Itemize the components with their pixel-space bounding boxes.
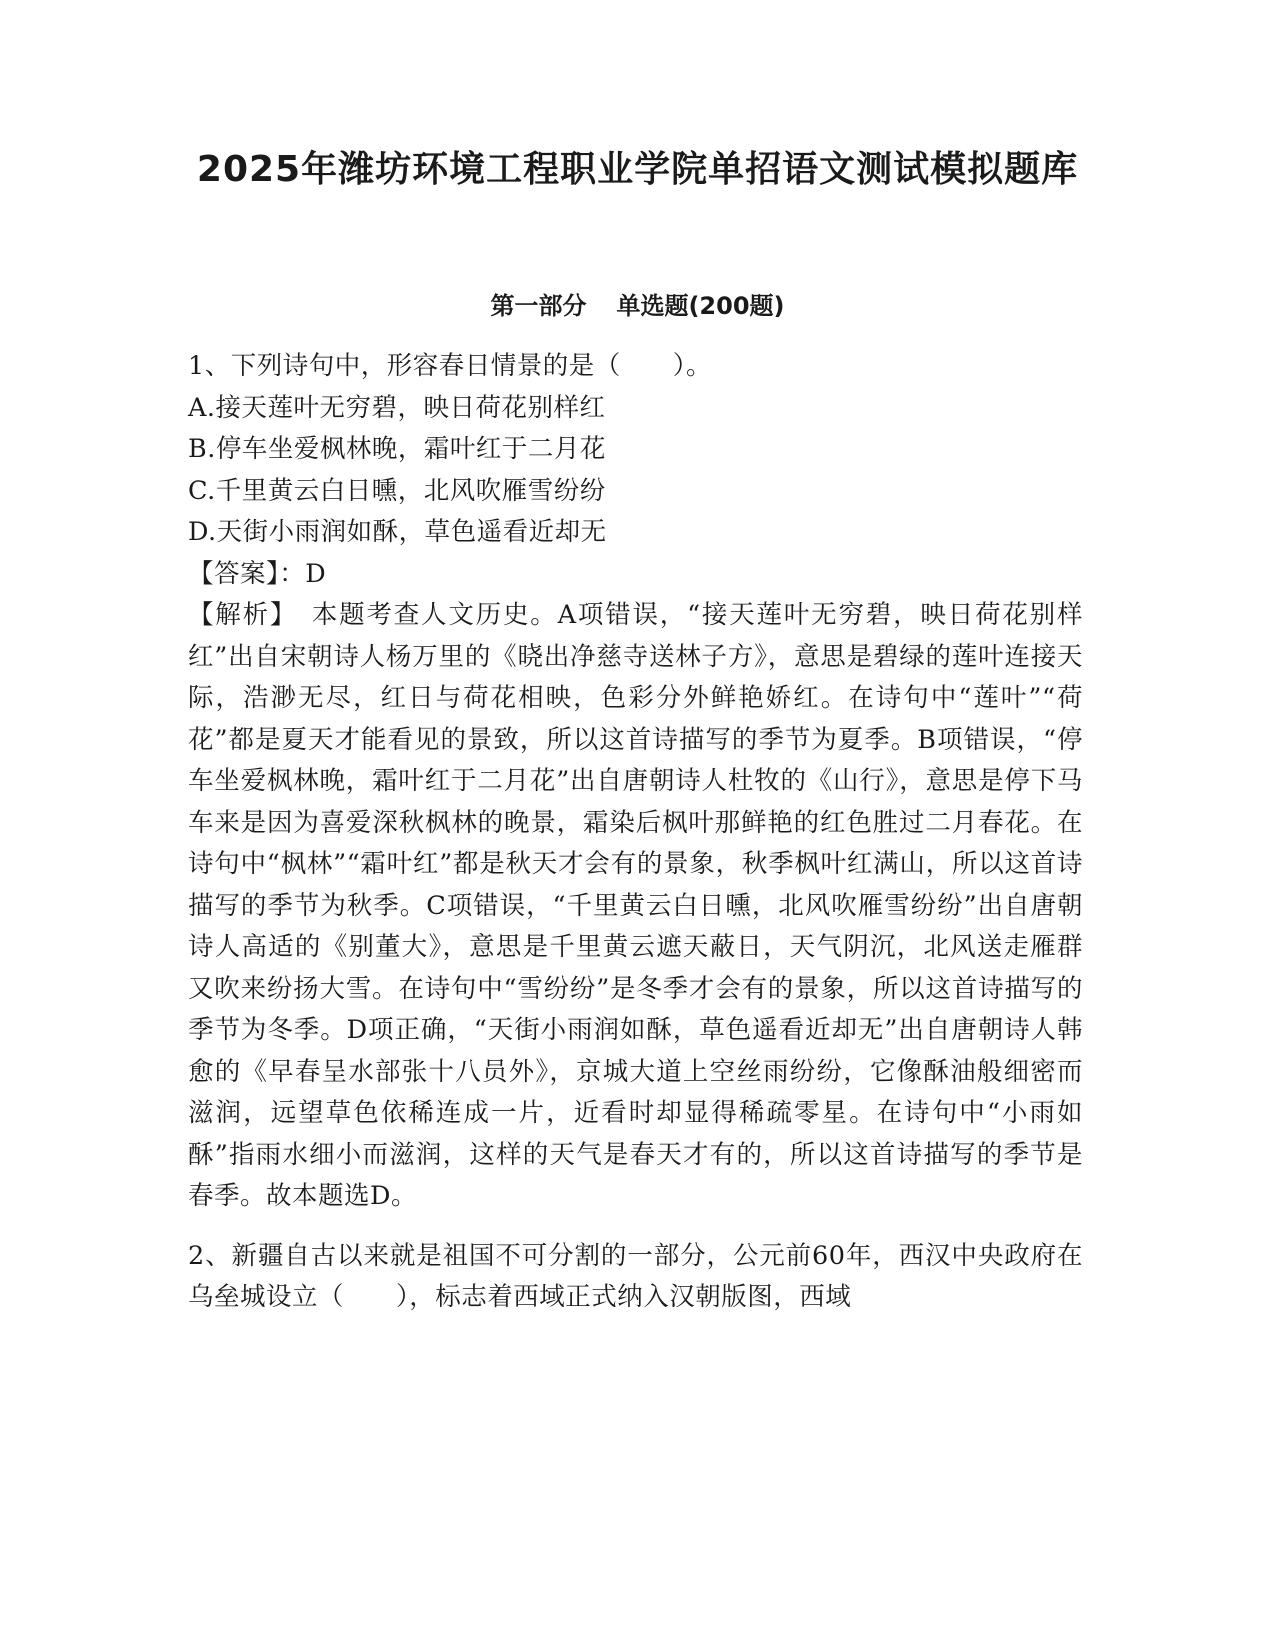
option-b: B.停车坐爱枫林晚，霜叶红于二月花 [188,434,606,464]
document-title: 2025年潍坊环境工程职业学院单招语文测试模拟题库 [196,149,1079,190]
analysis-paragraph [188,595,1083,1218]
section-title [0,290,1275,322]
option-c: C.千里黄云白日曛，北风吹雁雪纷纷 [188,475,606,506]
analysis-label: 【解析】 [188,600,285,630]
question-list [188,346,1083,1319]
option-d: D.天街小雨润如酥，草色遥看近却无 [188,517,607,547]
question-1 [188,346,1083,1218]
question-stem: 2、新疆自古以来就是祖国不可分割的一部分，公元前60年，西汉中央政府在乌垒城设立（ ），标志着西域正式纳入汉朝版图，西域 [188,1240,1083,1312]
question-stem: 1、下列诗句中，形容春日情景的是（ ）。 [188,351,712,381]
question-2 [188,1236,1083,1319]
section-label: 第一部分 [490,292,587,320]
analysis-text: 本题考查人文历史。A项错误，“接天莲叶无穷碧，映日荷花别样红”出自宋朝诗人杨万里的《晓出净慈寺送林子方》，意思是碧绿的莲叶连接天际，浩渺无尽，红日与荷花相映，色彩分外鲜艳娇红。在诗句中“莲叶”“荷花”都是夏天才能看见的景致，所以这首诗描写的季节为夏季。B项错误，“停车坐爱枫林晚，霜叶红于二月花”出自唐朝诗人杜牧的《山行》，意思是停下马车来是因为喜爱深秋枫林的晚景，霜染后枫叶那鲜艳的红色胜过二月春花。在诗句中“枫林”“霜叶红”都是秋天才会有的景象，秋季枫叶红满山，所以这首诗描写的季节为秋季。C项错误，“千里黄云白日曛，北风吹雁雪纷纷”出自唐朝诗人高适的《别董大》，意思是千里黄云遮天蔽日，天气阴沉，北风送走雁群又吹来纷扬大雪。在诗句中“雪纷纷”是冬季才会有的景象，所以这首诗描写的季节为冬季。D项正确，“天街小雨润如酥，草色遥看近却无”出自唐朝诗人韩愈的《早春呈水部张十八员外》，京城大道上空丝雨纷纷，它像酥油般细密而滋润，远望草色依稀连成一片，近看时却显得稀疏零星。在诗句中“小雨如酥”指雨水细小而滋润，这样的天气是春天才有的，所以这首诗描写的季节是春季。故本题选D。 [188,600,1083,1211]
answer-label: 【答案】： [188,558,306,589]
option-a: A.接天莲叶无穷碧，映日荷花别样红 [188,392,606,423]
answer-line [188,554,1083,596]
section-name: 单选题(200题) [616,292,785,320]
question-gap [188,1218,1083,1236]
answer-value: D [305,558,327,589]
